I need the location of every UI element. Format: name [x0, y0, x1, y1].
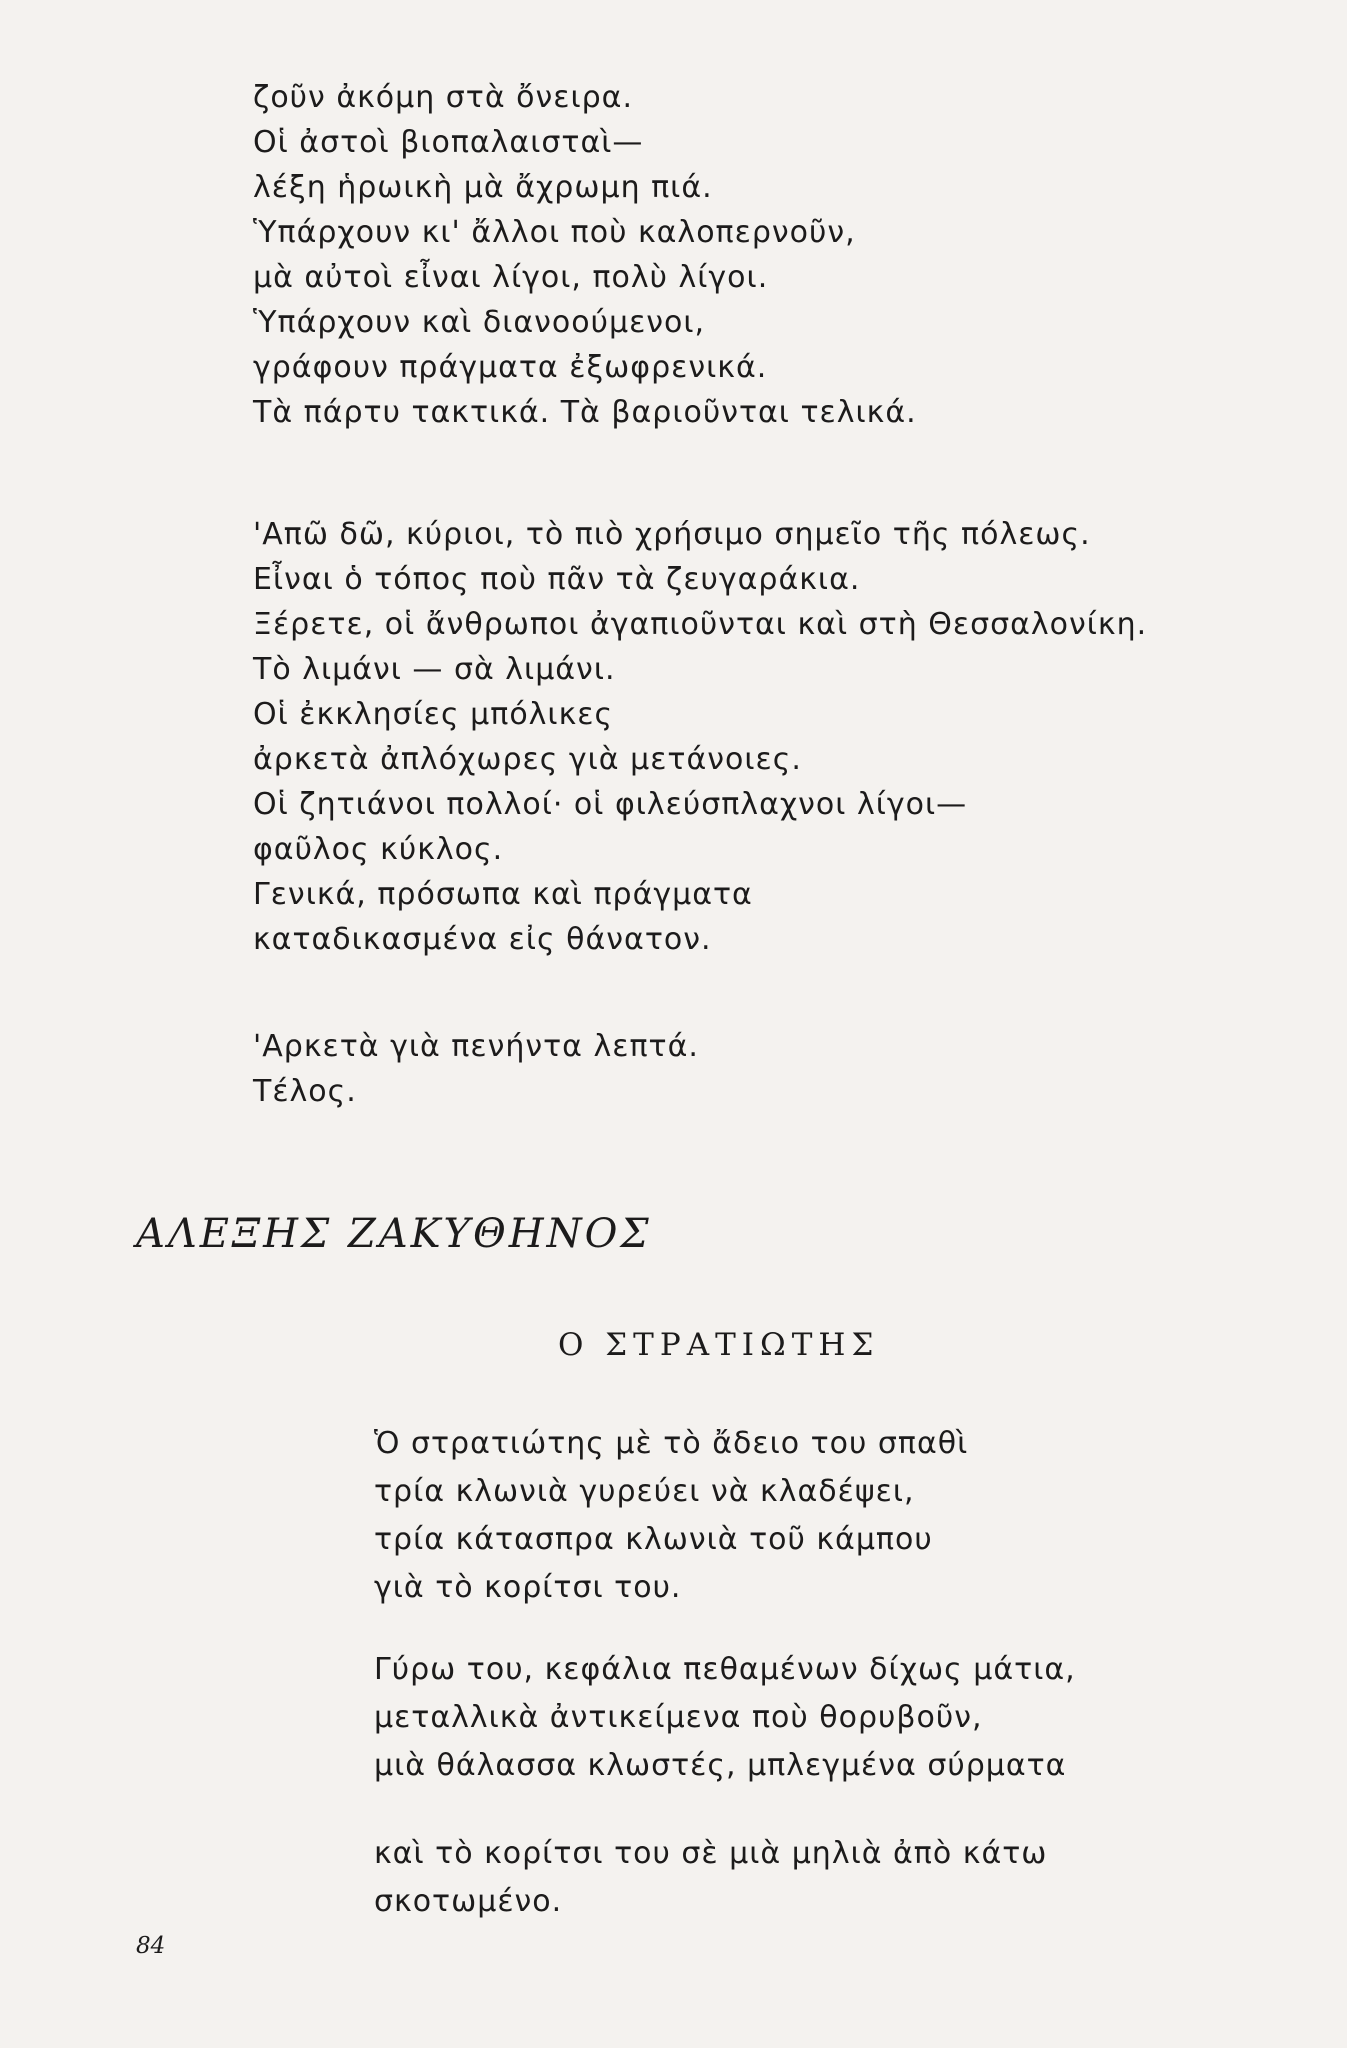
poem-line: Ξέρετε, οἱ ἄνθρωποι ἀγαπιοῦνται καὶ στὴ Θεσσαλονίκη.	[253, 607, 1148, 642]
poem-line: σκοτωμένο.	[374, 1884, 563, 1919]
poem-line: ζοῦν ἀκόμη στὰ ὄνειρα.	[253, 80, 633, 115]
poem-stanza	[253, 75, 917, 435]
poem-line: Ὁ στρατιώτης μὲ τὸ ἄδειο του σπαθὶ	[374, 1426, 969, 1461]
poem-line: 'Αρκετὰ γιὰ πενήντα λεπτά.	[253, 1029, 699, 1064]
poem-line: γράφουν πράγματα ἐξωφρενικά.	[253, 350, 768, 385]
poem-stanza	[253, 1024, 699, 1114]
poem-line: Γενικά, πρόσωπα καὶ πράγματα	[253, 877, 753, 912]
poem-line: 'Απῶ δῶ, κύριοι, τὸ πιὸ χρήσιμο σημεῖο τῆς πόλεως.	[253, 517, 1091, 552]
poem-stanza	[374, 1830, 1047, 1926]
poem-line: καταδικασμένα εἰς θάνατον.	[253, 922, 712, 957]
poem-line: Ὑπάρχουν κι' ἄλλοι ποὺ καλοπερνοῦν,	[253, 215, 856, 250]
poem-line: Τὰ πάρτυ τακτικά. Τὰ βαριοῦνται τελικά.	[253, 395, 917, 430]
poem-stanza	[374, 1646, 1076, 1790]
poem-line: καὶ τὸ κορίτσι του σὲ μιὰ μηλιὰ ἀπὸ κάτω	[374, 1836, 1048, 1871]
poem-line: μιὰ θάλασσα κλωστές, μπλεγμένα σύρματα	[374, 1748, 1067, 1783]
poem-line: μὰ αὐτοὶ εἶναι λίγοι, πολὺ λίγοι.	[253, 260, 769, 295]
poem-line: λέξη ἡρωικὴ μὰ ἄχρωμη πιά.	[253, 170, 713, 205]
poem-line: Οἱ ἐκκλησίες μπόλικες	[253, 697, 614, 732]
poem-line: Οἱ ἀστοὶ βιοπαλαισταὶ—	[253, 125, 644, 160]
poem-line: Γύρω του, κεφάλια πεθαμένων δίχως μάτια,	[374, 1652, 1076, 1687]
poem-line: Ὑπάρχουν καὶ διανοούμενοι,	[253, 305, 706, 340]
page-number: 84	[136, 1933, 166, 1959]
poem-line: Τὸ λιμάνι — σὰ λιμάνι.	[253, 652, 616, 687]
author-name: ΑΛΕΞΗΣ ΖΑΚΥΘΗΝΟΣ	[136, 1211, 652, 1257]
poem-line: Τέλος.	[253, 1074, 357, 1109]
poem-stanza	[374, 1420, 968, 1612]
poem-line: φαῦλος κύκλος.	[253, 832, 504, 867]
poem-line: Οἱ ζητιάνοι πολλοί· οἱ φιλεύσπλαχνοι λίγοι—	[253, 787, 968, 822]
poem-line: Εἶναι ὁ τόπος ποὺ πᾶν τὰ ζευγαράκια.	[253, 562, 861, 597]
poem-line: γιὰ τὸ κορίτσι του.	[374, 1570, 682, 1605]
poem-line: τρία κλωνιὰ γυρεύει νὰ κλαδέψει,	[374, 1474, 915, 1509]
poem-line: μεταλλικὰ ἀντικείμενα ποὺ θορυβοῦν,	[374, 1700, 983, 1735]
poem-line: τρία κάτασπρα κλωνιὰ τοῦ κάμπου	[374, 1522, 933, 1557]
poem-line: ἀρκετὰ ἀπλόχωρες γιὰ μετάνοιες.	[253, 742, 802, 777]
poem-stanza	[253, 512, 1147, 962]
poem-title: Ο ΣΤΡΑΤΙΩΤΗΣ	[558, 1327, 880, 1363]
